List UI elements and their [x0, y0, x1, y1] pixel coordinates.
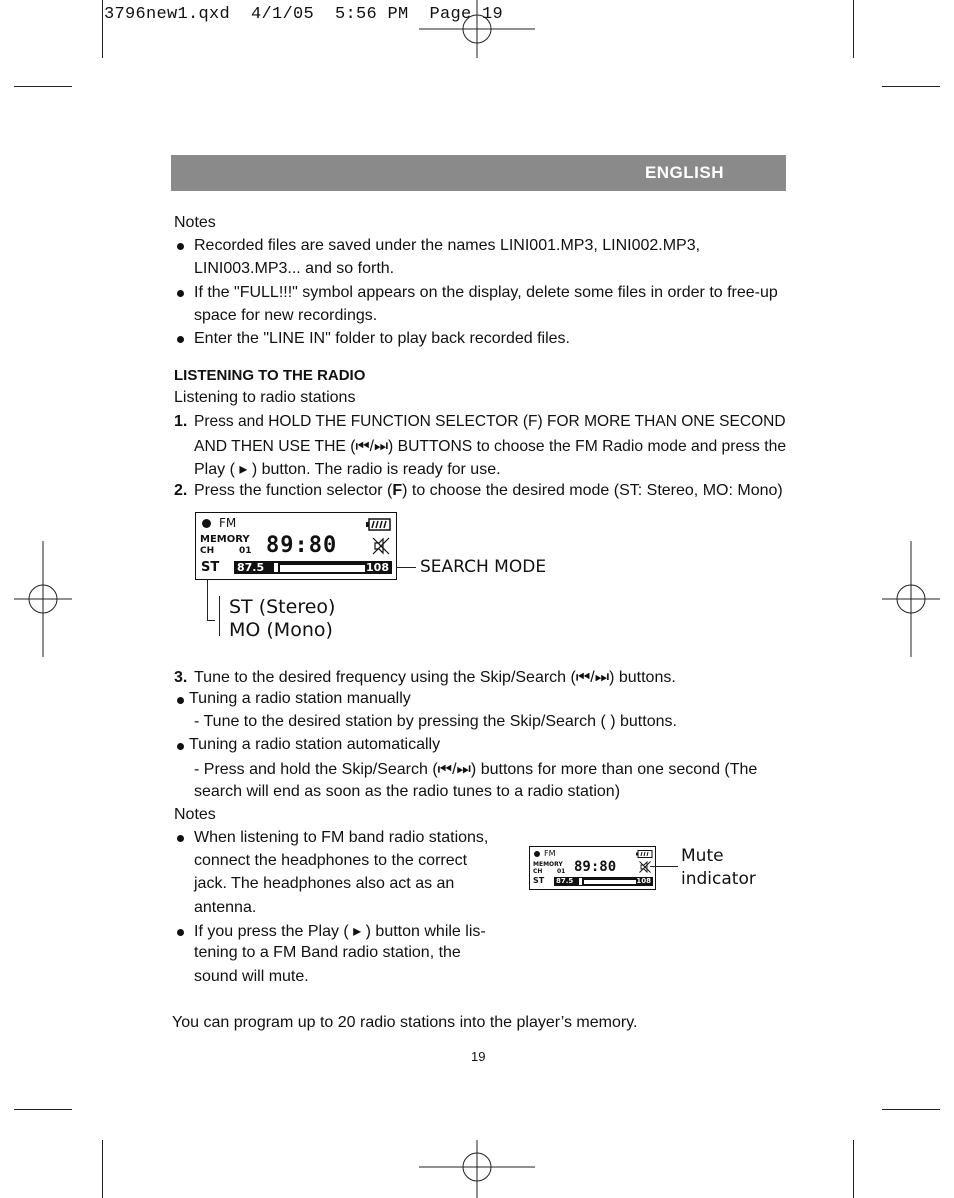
tuning-marker [274, 563, 278, 572]
page-number: 19 [471, 1049, 486, 1064]
callout-line [396, 567, 416, 568]
mute-icon [639, 861, 651, 873]
note-line: connect the headphones to the correct [194, 852, 468, 869]
stereo-mode-label: ST [533, 876, 545, 885]
range-high-label: 108 [366, 561, 389, 574]
note-line: jack. The headphones also act as an [194, 875, 455, 892]
note-line: LINI003.MP3... and so forth. [194, 260, 395, 277]
range-low-label: 87.5 [556, 877, 574, 885]
tuning-auto-title: Tuning a radio station automatically [189, 736, 441, 753]
tuning-manual-desc: - Tune to the desired station by pressing the Skip/Search ( ) buttons. [194, 713, 677, 730]
tuning-marker [579, 878, 582, 885]
memory-label: MEMORY [533, 861, 563, 868]
tuning-bar [554, 877, 653, 886]
note-line: sound will mute. [194, 968, 309, 985]
bullet-dot [177, 697, 184, 704]
memory-label: MEMORY [200, 534, 250, 545]
bullet-dot [177, 336, 184, 343]
bullet-dot [177, 290, 184, 297]
band-label: FM [544, 849, 556, 858]
ch-label: CH [533, 868, 543, 875]
notes-title: Notes [174, 806, 216, 823]
callout-line [207, 580, 208, 620]
step-number: 3. [174, 669, 188, 686]
channel-number: 01 [557, 868, 566, 875]
tuning-track [279, 564, 366, 573]
note-line: Enter the "LINE IN" folder to play back recorded files. [194, 330, 570, 347]
tuning-auto-desc: - Press and hold the Skip/Search (⏮/⏭) buttons for more than one second (The [194, 761, 758, 778]
battery-icon [636, 850, 653, 859]
lcd-display-search [195, 512, 397, 580]
step-number: 1. [174, 413, 188, 430]
tuning-manual-title: Tuning a radio station manually [189, 690, 411, 707]
frequency-readout: 89:80 [266, 533, 338, 558]
step-line: Press and HOLD THE FUNCTION SELECTOR (F) FOR MORE THAN ONE SECOND [194, 413, 786, 430]
mute-icon [372, 537, 390, 555]
range-low-label: 87.5 [237, 561, 265, 574]
step-line: AND THEN USE THE (⏮/⏭) BUTTONS to choose the FM Radio mode and press the [194, 438, 787, 455]
callout-line [219, 596, 220, 636]
mute-callout-line2: indicator [681, 869, 756, 889]
step-line: Press the function selector (F) to choose the desired mode (ST: Stereo, MO: Mono) [194, 482, 783, 499]
note-line: antenna. [194, 899, 257, 916]
search-mode-callout: SEARCH MODE [420, 557, 547, 577]
tuning-auto-desc: search will end as soon as the radio tunes to a radio station) [194, 783, 621, 800]
footer-text: You can program up to 20 radio stations into the player’s memory. [172, 1014, 638, 1031]
callout-line [650, 866, 678, 867]
range-high-label: 108 [636, 877, 651, 885]
language-label: ENGLISH [644, 163, 724, 182]
print-slug: 3796new1.qxd 4/1/05 5:56 PM Page 19 [104, 5, 504, 24]
tuning-bar [234, 561, 392, 574]
step-line: Play ( ▸ ) button. The radio is ready for use. [194, 461, 501, 478]
mute-callout-line1: Mute [681, 846, 724, 866]
stereo-callout: ST (Stereo) [229, 596, 336, 618]
channel-number: 01 [239, 546, 252, 556]
mono-callout: MO (Mono) [229, 619, 333, 641]
note-line: Recorded files are saved under the names LINI001.MP3, LINI002.MP3, [194, 237, 701, 254]
note-line: If the "FULL!!!" symbol appears on the display, delete some files in order to free-up [194, 284, 778, 301]
record-dot-icon [534, 851, 540, 857]
bullet-dot [177, 743, 184, 750]
bullet-dot [177, 243, 184, 250]
language-banner [171, 155, 786, 191]
frequency-readout: 89:80 [574, 859, 617, 875]
bullet-dot [177, 929, 184, 936]
note-line: tening to a FM Band radio station, the [194, 944, 461, 961]
ch-label: CH [200, 546, 215, 556]
record-dot-icon [202, 519, 211, 528]
battery-icon [366, 518, 392, 532]
note-line: When listening to FM band radio stations, [194, 829, 489, 846]
section-heading: LISTENING TO THE RADIO [174, 367, 366, 384]
bullet-dot [177, 835, 184, 842]
band-label: FM [219, 516, 237, 530]
notes-title: Notes [174, 214, 216, 231]
step-line: Tune to the desired frequency using the Skip/Search (⏮/⏭) buttons. [194, 669, 676, 686]
stereo-mode-label: ST [201, 560, 220, 575]
lcd-display-mute [529, 846, 656, 890]
callout-line [207, 620, 215, 621]
tuning-track [583, 879, 637, 885]
section-subheading: Listening to radio stations [174, 389, 356, 406]
step-number: 2. [174, 482, 188, 499]
note-line: If you press the Play ( ▸ ) button while lis- [194, 923, 486, 940]
note-line: space for new recordings. [194, 307, 378, 324]
